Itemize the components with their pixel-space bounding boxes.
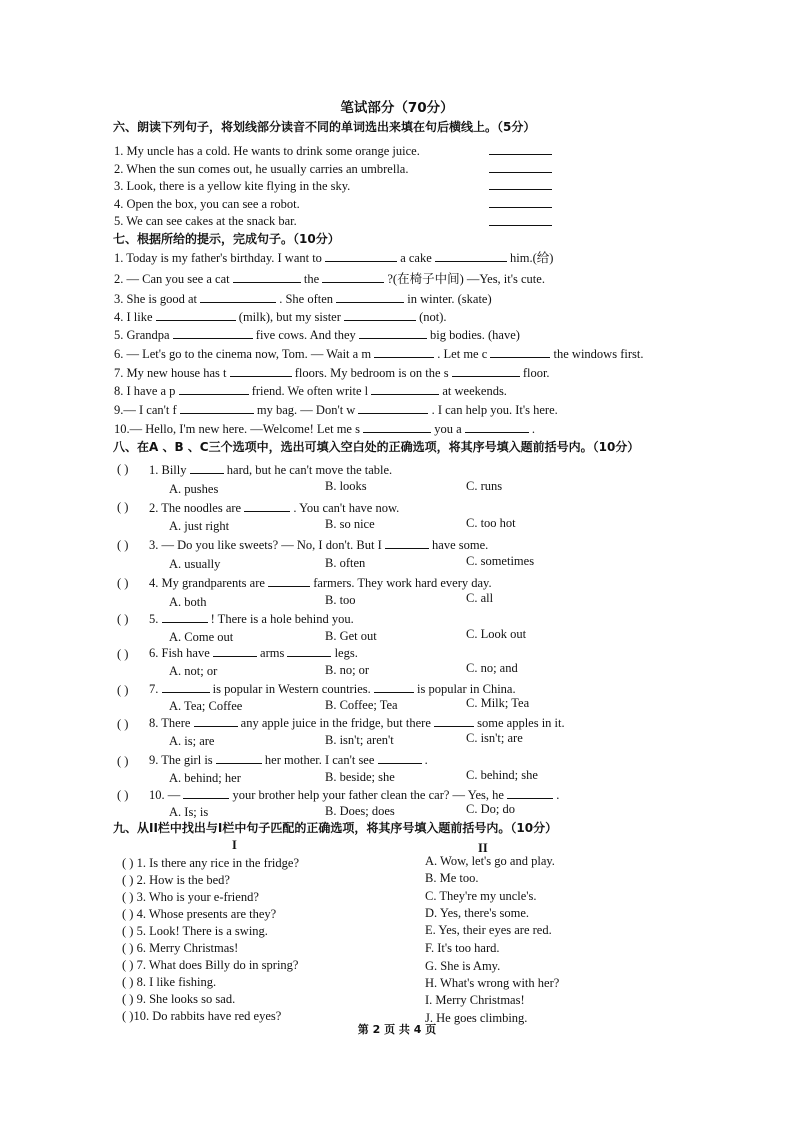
option-b[interactable]: B. so nice (325, 517, 375, 531)
stem-part: 8. There (149, 716, 191, 730)
section-8-heading: 八、在A 、B 、C三个选项中，选出可填入空白处的正确选项，将其序号填入题前括号内。（10分） (113, 440, 640, 454)
stem-part: 10. — (149, 788, 181, 802)
option-a[interactable]: A. pushes (169, 482, 219, 496)
match-option: A. Wow, let's go and play. (425, 854, 555, 868)
stem-part: her mother. I can't see (264, 753, 375, 767)
stem-part: hard, but he can't move the table. (226, 463, 393, 477)
sentence-part: 7. My new house has t (114, 366, 227, 380)
option-c[interactable]: C. Do; do (466, 802, 515, 816)
stem-part: . (424, 753, 428, 767)
sentence-part: . (531, 422, 536, 436)
stem-part: ! There is a hole behind you. (210, 612, 354, 626)
match-option: F. It's too hard. (425, 941, 500, 955)
page-title: 笔试部分（70分） (340, 100, 454, 116)
match-option: H. What's wrong with her? (425, 976, 560, 990)
answer-blank[interactable] (371, 382, 439, 395)
stem-part: have some. (432, 538, 489, 552)
answer-blank[interactable] (374, 345, 434, 358)
pronunciation-item: 1. My uncle has a cold. He wants to drink some orange juice. (114, 144, 420, 158)
answer-blank[interactable] (179, 382, 249, 395)
sentence-part: . She often (279, 292, 334, 306)
sentence-part: 2. — Can you see a cat (114, 272, 230, 286)
sentence-part: a cake (400, 251, 432, 265)
match-question[interactable]: ( ) 6. Merry Christmas! (122, 941, 239, 955)
match-option: E. Yes, their eyes are red. (425, 923, 552, 937)
question-stem (149, 461, 392, 478)
answer-blank[interactable] (194, 714, 238, 727)
option-a[interactable]: A. behind; her (169, 771, 241, 785)
sentence-part: at weekends. (442, 384, 507, 398)
option-a[interactable]: A. not; or (169, 664, 218, 678)
answer-blank[interactable] (173, 326, 253, 339)
match-option: B. Me too. (425, 871, 479, 885)
option-c[interactable]: C. runs (466, 479, 503, 493)
answer-blank[interactable] (268, 574, 310, 587)
match-option: G. She is Amy. (425, 959, 501, 973)
answer-bracket[interactable]: ( ) (117, 647, 129, 661)
option-c[interactable]: C. isn't; are (466, 731, 523, 745)
sentence-part: 3. She is good at (114, 292, 197, 306)
match-option: J. He goes climbing. (425, 1011, 528, 1025)
stem-part: 6. Fish have (149, 646, 210, 660)
option-b[interactable]: B. no; or (325, 663, 370, 677)
stem-part: 7. (149, 682, 159, 696)
answer-blank[interactable] (200, 290, 276, 303)
answer-bracket[interactable]: ( ) (117, 462, 129, 476)
sentence-part: my bag. — Don't w (256, 403, 356, 417)
match-question[interactable]: ( ) 2. How is the bed? (122, 873, 230, 887)
answer-blank[interactable] (434, 714, 474, 727)
match-option: C. They're my uncle's. (425, 889, 537, 903)
sentence-part: 9.— I can't f (114, 403, 177, 417)
sentence-part: 6. — Let's go to the cinema now, Tom. — Wait a m (114, 347, 372, 361)
match-option: I. Merry Christmas! (425, 993, 525, 1007)
option-b[interactable]: B. Does; does (325, 804, 395, 818)
question-stem (149, 680, 516, 697)
answer-blank[interactable] (233, 270, 301, 283)
sentence-part: floors. My bedroom is on the s (294, 366, 449, 380)
answer-blank[interactable] (435, 249, 507, 262)
sentence-part: the (303, 272, 320, 286)
option-a[interactable]: A. Is; is (169, 805, 209, 819)
answer-blank[interactable] (378, 751, 422, 764)
stem-part: . You can't have now. (293, 501, 400, 515)
answer-line[interactable] (489, 225, 552, 226)
question-stem (149, 574, 492, 591)
fill-sentence (114, 420, 535, 437)
sentence-part: friend. We often write l (251, 384, 369, 398)
match-question[interactable]: ( ) 5. Look! There is a swing. (122, 924, 268, 938)
answer-blank[interactable] (244, 499, 290, 512)
answer-blank[interactable] (359, 326, 427, 339)
fill-sentence (114, 270, 545, 287)
answer-blank[interactable] (465, 420, 529, 433)
stem-part: any apple juice in the fridge, but there (240, 716, 431, 730)
answer-blank[interactable] (374, 680, 414, 693)
fill-sentence (114, 345, 643, 362)
sentence-part: (milk), but my sister (238, 310, 341, 324)
section-6-heading: 六、朗读下列句子，将划线部分读音不同的单词选出来填在句后横线上。（5分） (113, 120, 536, 134)
stem-part: is popular in Western countries. (212, 682, 371, 696)
answer-bracket[interactable]: ( ) (117, 612, 129, 626)
option-b[interactable]: B. often (325, 556, 366, 570)
stem-part: is popular in China. (416, 682, 516, 696)
question-stem (149, 751, 428, 768)
fill-sentence (114, 326, 520, 343)
answer-bracket[interactable]: ( ) (117, 500, 129, 514)
fill-sentence (114, 382, 507, 399)
option-c[interactable]: C. Milk; Tea (466, 696, 530, 710)
answer-line[interactable] (489, 189, 552, 190)
match-question[interactable]: ( ) 4. Whose presents are they? (122, 907, 277, 921)
option-c[interactable]: C. no; and (466, 661, 518, 675)
answer-bracket[interactable]: ( ) (117, 717, 129, 731)
answer-blank[interactable] (216, 751, 262, 764)
answer-blank[interactable] (358, 401, 428, 414)
column-ii-label: II (478, 841, 488, 855)
answer-blank[interactable] (230, 364, 292, 377)
answer-blank[interactable] (156, 308, 236, 321)
fill-sentence (114, 249, 553, 266)
answer-blank[interactable] (162, 610, 208, 623)
column-i-label: I (232, 838, 237, 852)
answer-blank[interactable] (385, 536, 429, 549)
stem-part: 4. My grandparents are (149, 576, 265, 590)
answer-line[interactable] (489, 154, 552, 155)
option-b[interactable]: B. Coffee; Tea (325, 698, 398, 712)
section-7-heading: 七、根据所给的提示，完成句子。（10分） (113, 232, 340, 246)
stem-part: 3. — Do you like sweets? — No, I don't. But I (149, 538, 382, 552)
question-stem (149, 499, 399, 516)
sentence-part: him.(给) (510, 251, 554, 265)
option-a[interactable]: A. is; are (169, 734, 215, 748)
option-b[interactable]: B. looks (325, 479, 367, 493)
answer-blank[interactable] (162, 680, 210, 693)
fill-sentence (114, 364, 550, 381)
option-a[interactable]: A. just right (169, 519, 230, 533)
question-stem (149, 644, 358, 661)
pronunciation-item: 2. When the sun comes out, he usually carries an umbrella. (114, 162, 409, 176)
stem-part: arms (260, 646, 285, 660)
stem-part: 5. (149, 612, 159, 626)
stem-part: 9. The girl is (149, 753, 213, 767)
answer-blank[interactable] (363, 420, 431, 433)
answer-blank[interactable] (452, 364, 520, 377)
sentence-part: floor. (522, 366, 550, 380)
question-stem (149, 610, 354, 627)
option-c[interactable]: C. sometimes (466, 554, 535, 568)
option-b[interactable]: B. too (325, 593, 356, 607)
option-a[interactable]: A. both (169, 595, 207, 609)
match-question[interactable]: ( ) 9. She looks so sad. (122, 992, 236, 1006)
option-a[interactable]: A. Come out (169, 630, 234, 644)
stem-part: your brother help your father clean the car? — Yes, he (232, 788, 504, 802)
fill-sentence (114, 308, 447, 325)
sentence-part: . I can help you. It's here. (431, 403, 558, 417)
fill-sentence (114, 290, 492, 307)
section-9-heading: 九、从II栏中找出与I栏中句子匹配的正确选项，将其序号填入题前括号内。（10分） (113, 821, 558, 835)
match-question[interactable]: ( ) 3. Who is your e-friend? (122, 890, 259, 904)
answer-blank[interactable] (507, 786, 553, 799)
stem-part: farmers. They work hard every day. (313, 576, 492, 590)
question-stem (149, 536, 488, 553)
option-b[interactable]: B. Get out (325, 629, 377, 643)
answer-bracket[interactable]: ( ) (117, 754, 129, 768)
option-c[interactable]: C. too hot (466, 516, 516, 530)
answer-blank[interactable] (213, 644, 257, 657)
answer-bracket[interactable]: ( ) (117, 538, 129, 552)
sentence-part: . Let me c (437, 347, 488, 361)
sentence-part: 5. Grandpa (114, 328, 170, 342)
answer-blank[interactable] (336, 290, 404, 303)
option-b[interactable]: B. beside; she (325, 770, 395, 784)
sentence-part: 8. I have a p (114, 384, 176, 398)
answer-blank[interactable] (325, 249, 397, 262)
match-question[interactable]: ( ) 8. I like fishing. (122, 975, 217, 989)
answer-blank[interactable] (190, 461, 224, 474)
answer-bracket[interactable]: ( ) (117, 683, 129, 697)
stem-part: legs. (334, 646, 358, 660)
answer-line[interactable] (489, 207, 552, 208)
answer-blank[interactable] (322, 270, 384, 283)
answer-bracket[interactable]: ( ) (117, 576, 129, 590)
pronunciation-item: 5. We can see cakes at the snack bar. (114, 214, 297, 228)
page-number: 第 2 页 共 4 页 (357, 1023, 437, 1036)
sentence-part: the windows first. (553, 347, 644, 361)
stem-part: . (556, 788, 560, 802)
sentence-part: ?(在椅子中间) —Yes, it's cute. (387, 272, 545, 286)
stem-part: some apples in it. (477, 716, 565, 730)
fill-sentence (114, 401, 558, 418)
option-b[interactable]: B. isn't; aren't (325, 733, 394, 747)
sentence-part: you a (434, 422, 462, 436)
sentence-part: 10.— Hello, I'm new here. —Welcome! Let me s (114, 422, 360, 436)
option-c[interactable]: C. Look out (466, 627, 527, 641)
sentence-part: 4. I like (114, 310, 153, 324)
answer-line[interactable] (489, 172, 552, 173)
option-a[interactable]: A. Tea; Coffee (169, 699, 243, 713)
answer-blank[interactable] (344, 308, 416, 321)
answer-blank[interactable] (287, 644, 331, 657)
option-a[interactable]: A. usually (169, 557, 221, 571)
match-option: D. Yes, there's some. (425, 906, 529, 920)
pronunciation-item: 4. Open the box, you can see a robot. (114, 197, 300, 211)
pronunciation-item: 3. Look, there is a yellow kite flying in the sky. (114, 179, 351, 193)
answer-blank[interactable] (183, 786, 229, 799)
stem-part: 1. Billy (149, 463, 187, 477)
answer-blank[interactable] (490, 345, 550, 358)
match-question[interactable]: ( ) 1. Is there any rice in the fridge? (122, 856, 300, 870)
sentence-part: big bodies. (have) (430, 328, 520, 342)
sentence-part: in winter. (skate) (407, 292, 492, 306)
sentence-part: (not). (419, 310, 447, 324)
sentence-part: five cows. And they (255, 328, 356, 342)
option-c[interactable]: C. behind; she (466, 768, 538, 782)
question-stem (149, 714, 565, 731)
match-question[interactable]: ( ) 7. What does Billy do in spring? (122, 958, 299, 972)
stem-part: 2. The noodles are (149, 501, 242, 515)
option-c[interactable]: C. all (466, 591, 494, 605)
match-question[interactable]: ( )10. Do rabbits have red eyes? (122, 1009, 282, 1023)
answer-bracket[interactable]: ( ) (117, 788, 129, 802)
answer-blank[interactable] (180, 401, 254, 414)
sentence-part: 1. Today is my father's birthday. I want to (114, 251, 322, 265)
